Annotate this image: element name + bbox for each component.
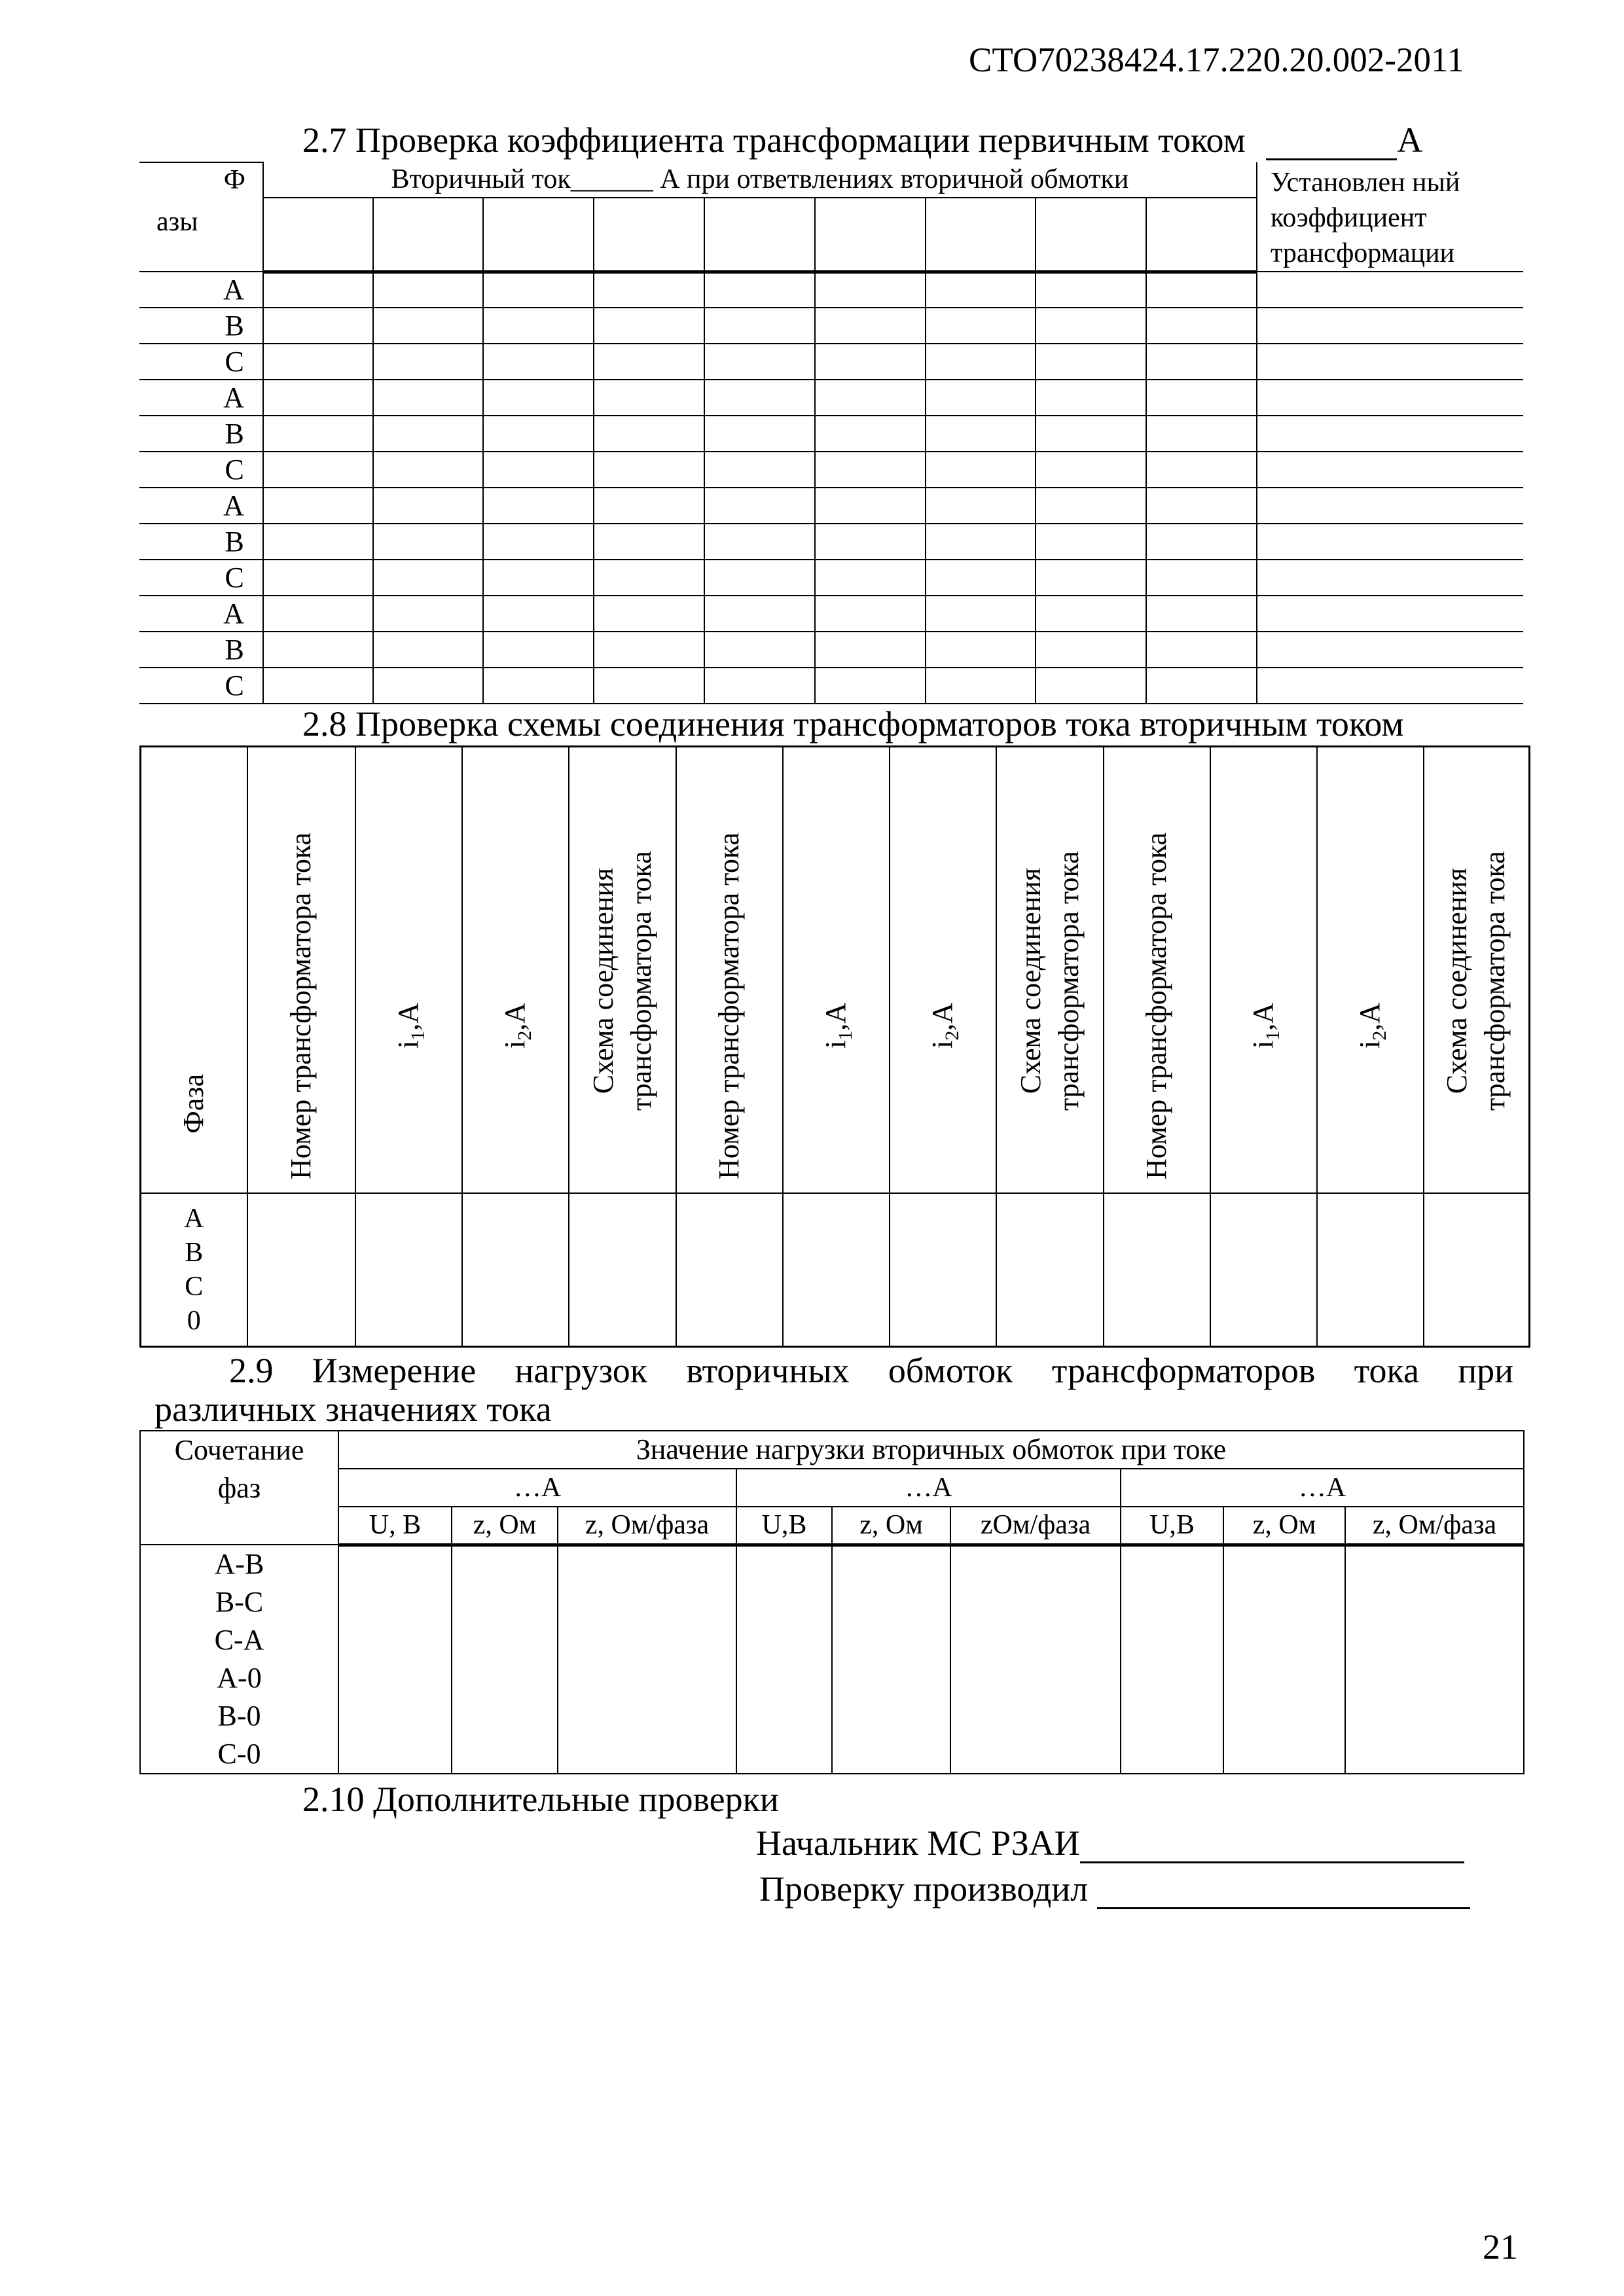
empty-cell: [263, 344, 373, 380]
phase-cell: С: [139, 452, 263, 488]
ratio-table-row: [139, 524, 1523, 560]
combo-header: [140, 1431, 338, 1545]
empty-cell: [483, 560, 594, 596]
phase-cell: С: [139, 560, 263, 596]
empty-cell: [594, 524, 704, 560]
ratio-table-row: [139, 308, 1523, 344]
empty-cell: [926, 272, 1036, 308]
empty-cell: [926, 380, 1036, 416]
empty-cell: [1146, 488, 1257, 524]
empty-cell: [926, 452, 1036, 488]
empty-cell: [1036, 560, 1146, 596]
combo-value: С-0: [217, 1738, 261, 1770]
empty-cell: [1146, 344, 1257, 380]
empty-cell: [558, 1545, 736, 1774]
empty-cell: [462, 1193, 569, 1346]
empty-cell: [1345, 1545, 1524, 1774]
empty-cell: [263, 416, 373, 452]
empty-cell: [704, 452, 815, 488]
empty-cell: [890, 1193, 996, 1346]
empty-cell: [263, 380, 373, 416]
empty-cell: [815, 308, 926, 344]
scheme-header-line2: трансформатора тока: [1479, 851, 1511, 1111]
empty-cell: [263, 560, 373, 596]
empty-cell: [926, 632, 1036, 668]
empty-cell: [594, 488, 704, 524]
tester-signature-line: [759, 1869, 1470, 1909]
empty-cell: [1146, 308, 1257, 344]
empty-cell: [1036, 272, 1146, 308]
empty-cell: [1146, 668, 1257, 704]
empty-cell: [950, 1545, 1121, 1774]
empty-cell: [736, 1545, 832, 1774]
scheme-header: [1424, 747, 1530, 1194]
section-2-7-title: [302, 120, 1422, 160]
tap-header-cell: [483, 198, 594, 272]
sub-header-z: z, Ом: [452, 1507, 558, 1545]
sub-header-u: U, В: [338, 1507, 452, 1545]
phase-header-top: Ф: [223, 165, 245, 195]
empty-cell: [1223, 1545, 1345, 1774]
ratio-table-row: [139, 272, 1523, 308]
empty-cell: [1257, 272, 1523, 308]
load-value-header: Значение нагрузки вторичных обмоток при токе: [338, 1431, 1524, 1469]
empty-cell: [815, 272, 926, 308]
phase-value: С: [185, 1271, 204, 1302]
empty-cell: [263, 524, 373, 560]
empty-cell: [569, 1193, 676, 1346]
empty-cell: [1257, 380, 1523, 416]
chief-label: Начальник МС РЗАИ: [756, 1823, 1080, 1863]
tester-label: Проверку производил: [759, 1869, 1089, 1909]
empty-cell: [1257, 344, 1523, 380]
empty-cell: [1257, 416, 1523, 452]
combo-header-text: Сочетание фаз: [174, 1434, 304, 1504]
section-2-7-unit: А: [1397, 120, 1423, 160]
empty-cell: [1424, 1193, 1530, 1346]
tt-number-header: [676, 747, 783, 1194]
empty-cell: [373, 632, 484, 668]
empty-cell: [263, 596, 373, 632]
combo-list-cell: [140, 1545, 338, 1774]
empty-cell: [594, 560, 704, 596]
empty-cell: [594, 380, 704, 416]
empty-cell: [1036, 488, 1146, 524]
combo-value: В-С: [215, 1586, 264, 1618]
empty-cell: [483, 452, 594, 488]
empty-cell: [483, 488, 594, 524]
empty-cell: [926, 488, 1036, 524]
empty-cell: [594, 452, 704, 488]
empty-cell: [815, 524, 926, 560]
phase-header-cell: [139, 162, 263, 272]
empty-cell: [1257, 488, 1523, 524]
empty-cell: [926, 596, 1036, 632]
sub-header-z-phase: z, Ом/фаза: [1345, 1507, 1524, 1545]
empty-cell: [1146, 632, 1257, 668]
ratio-table-body: [139, 272, 1523, 704]
phase-cell: В: [139, 416, 263, 452]
section-2-7-title-text: 2.7 Проверка коэффициента трансформации первичным током: [302, 120, 1246, 160]
empty-cell: [704, 308, 815, 344]
tt-number-header-text: Номер трансформатора тока: [713, 832, 745, 1179]
empty-cell: [373, 524, 484, 560]
empty-cell: [263, 488, 373, 524]
empty-cell: [815, 632, 926, 668]
phase-cell: А: [139, 380, 263, 416]
current-header: …А: [1121, 1469, 1524, 1507]
i1-header-text: $i_1,A$: [1247, 1002, 1284, 1049]
empty-cell: [1257, 632, 1523, 668]
ratio-table-row: [139, 596, 1523, 632]
i2-header-text: $i_2,A$: [926, 1002, 963, 1049]
tap-header-cell: [1036, 198, 1146, 272]
tap-header-cell: [704, 198, 815, 272]
empty-cell: [676, 1193, 783, 1346]
empty-cell: [815, 560, 926, 596]
tester-signature-blank: [1097, 1876, 1470, 1909]
empty-cell: [1146, 416, 1257, 452]
empty-cell: [373, 668, 484, 704]
empty-cell: [1257, 596, 1523, 632]
phase-cell: В: [139, 632, 263, 668]
phase-cell: С: [139, 668, 263, 704]
empty-cell: [704, 632, 815, 668]
empty-cell: [815, 596, 926, 632]
i1-header: [355, 747, 462, 1194]
empty-cell: [704, 596, 815, 632]
sub-header-z-phase: zОм/фаза: [950, 1507, 1121, 1545]
tap-header-cell: [926, 198, 1036, 272]
empty-cell: [1121, 1545, 1223, 1774]
phase-value: В: [185, 1237, 204, 1268]
empty-cell: [1257, 560, 1523, 596]
empty-cell: [1036, 308, 1146, 344]
empty-cell: [1146, 560, 1257, 596]
sub-header-u: U,В: [736, 1507, 832, 1545]
tap-header-cell: [815, 198, 926, 272]
tap-header-cell: [373, 198, 484, 272]
empty-cell: [594, 416, 704, 452]
ratio-table-row: [139, 416, 1523, 452]
empty-cell: [704, 344, 815, 380]
phase-cell: В: [139, 308, 263, 344]
i1-header: [783, 747, 890, 1194]
tt-number-header: [247, 747, 355, 1194]
empty-cell: [783, 1193, 890, 1346]
empty-cell: [704, 560, 815, 596]
combo-value: А-В: [214, 1548, 264, 1580]
empty-cell: [247, 1193, 355, 1346]
empty-cell: [704, 380, 815, 416]
empty-cell: [373, 380, 484, 416]
empty-cell: [1036, 416, 1146, 452]
empty-cell: [355, 1193, 462, 1346]
empty-cell: [594, 344, 704, 380]
sub-header-u: U,В: [1121, 1507, 1223, 1545]
scheme-header-line1: Схема соединения: [1441, 868, 1473, 1094]
phase-header-bottom: азы: [156, 207, 198, 237]
empty-cell: [594, 272, 704, 308]
phase-cell: А: [139, 488, 263, 524]
scheme-header: [569, 747, 676, 1194]
load-measurement-table: [139, 1430, 1525, 1774]
tt-number-header-text: Номер трансформатора тока: [285, 832, 317, 1179]
ratio-check-table: [139, 162, 1523, 704]
empty-cell: [704, 668, 815, 704]
i1-header-text: $i_1,A$: [392, 1002, 429, 1049]
current-blank-line: [1266, 127, 1397, 160]
empty-cell: [1036, 452, 1146, 488]
scheme-header-line1: Схема соединения: [586, 868, 619, 1094]
empty-cell: [373, 308, 484, 344]
secondary-current-header: Вторичный ток______ А при ответвлениях вторичной обмотки: [263, 162, 1257, 198]
section-2-9-title-line1: 2.9 Измерение нагрузок вторичных обмоток трансформаторов тока при: [229, 1351, 1513, 1390]
tap-header-cell: [594, 198, 704, 272]
empty-cell: [704, 416, 815, 452]
empty-cell: [926, 308, 1036, 344]
empty-cell: [1317, 1193, 1424, 1346]
empty-cell: [815, 380, 926, 416]
empty-cell: [373, 560, 484, 596]
scheme-header-line2: трансформатора тока: [1052, 851, 1085, 1111]
empty-cell: [1146, 524, 1257, 560]
empty-cell: [483, 416, 594, 452]
sub-header-z: z, Ом: [832, 1507, 950, 1545]
empty-cell: [1257, 308, 1523, 344]
ratio-table-row: [139, 380, 1523, 416]
scheme-header: [996, 747, 1104, 1194]
empty-cell: [373, 344, 484, 380]
empty-cell: [594, 308, 704, 344]
empty-cell: [1146, 452, 1257, 488]
section-2-10-title: 2.10 Дополнительные проверки: [302, 1780, 779, 1819]
i2-header: [890, 747, 996, 1194]
scheme-header-text: [1438, 851, 1514, 1111]
empty-cell: [483, 344, 594, 380]
sub-header-z-phase: z, Ом/фаза: [558, 1507, 736, 1545]
i2-header: [1317, 747, 1424, 1194]
empty-cell: [1036, 344, 1146, 380]
ratio-table-row: [139, 668, 1523, 704]
empty-cell: [815, 488, 926, 524]
phase-list-cell: [141, 1193, 247, 1346]
empty-cell: [483, 272, 594, 308]
phase-cell: В: [139, 524, 263, 560]
combo-value: В-0: [217, 1700, 261, 1732]
empty-cell: [815, 344, 926, 380]
empty-cell: [996, 1193, 1104, 1346]
page-number: 21: [1483, 2227, 1518, 2267]
empty-cell: [263, 632, 373, 668]
ratio-table-row: [139, 452, 1523, 488]
empty-cell: [594, 668, 704, 704]
empty-cell: [483, 596, 594, 632]
phase-header: [141, 747, 247, 1194]
i1-header-text: $i_1,A$: [820, 1002, 856, 1049]
empty-cell: [263, 668, 373, 704]
document-code: СТО70238424.17.220.20.002-2011: [969, 41, 1464, 79]
empty-cell: [926, 524, 1036, 560]
empty-cell: [452, 1545, 558, 1774]
chief-signature-line: [756, 1823, 1464, 1863]
section-2-8-title: 2.8 Проверка схемы соединения трансформаторов тока вторичным током: [302, 704, 1404, 744]
scheme-header-line2: трансформатора тока: [624, 851, 657, 1111]
phase-cell: А: [139, 272, 263, 308]
ratio-table-row: [139, 632, 1523, 668]
empty-cell: [483, 668, 594, 704]
empty-cell: [926, 416, 1036, 452]
empty-cell: [1257, 668, 1523, 704]
empty-cell: [263, 452, 373, 488]
empty-cell: [594, 632, 704, 668]
empty-cell: [704, 524, 815, 560]
i2-header: [462, 747, 569, 1194]
empty-cell: [373, 452, 484, 488]
i1-header: [1210, 747, 1317, 1194]
scheme-check-table: [139, 745, 1530, 1348]
ratio-table-row: [139, 560, 1523, 596]
scheme-header-text: [1012, 851, 1088, 1111]
empty-cell: [704, 488, 815, 524]
empty-cell: [926, 560, 1036, 596]
empty-cell: [1257, 452, 1523, 488]
empty-cell: [832, 1545, 950, 1774]
empty-cell: [373, 596, 484, 632]
empty-cell: [373, 272, 484, 308]
empty-cell: [338, 1545, 452, 1774]
tt-number-header: [1104, 747, 1210, 1194]
tap-header-cell: [263, 198, 373, 272]
empty-cell: [373, 416, 484, 452]
empty-cell: [373, 488, 484, 524]
empty-cell: [815, 416, 926, 452]
empty-cell: [815, 452, 926, 488]
phase-value: 0: [187, 1305, 201, 1336]
empty-cell: [1146, 272, 1257, 308]
empty-cell: [594, 596, 704, 632]
empty-cell: [1036, 668, 1146, 704]
empty-cell: [483, 524, 594, 560]
empty-cell: [263, 272, 373, 308]
ratio-header: Установлен ный коэффициент трансформации: [1257, 162, 1523, 272]
empty-cell: [926, 344, 1036, 380]
sub-header-z: z, Ом: [1223, 1507, 1345, 1545]
empty-cell: [815, 668, 926, 704]
empty-cell: [1104, 1193, 1210, 1346]
combo-value: А-0: [217, 1662, 262, 1694]
empty-cell: [1146, 380, 1257, 416]
empty-cell: [1036, 380, 1146, 416]
scheme-header-text: [585, 851, 660, 1111]
empty-cell: [483, 632, 594, 668]
ratio-table-row: [139, 344, 1523, 380]
empty-cell: [1036, 596, 1146, 632]
section-2-9-title-line2: различных значениях тока: [154, 1390, 552, 1429]
phase-header-text: Фаза: [177, 1073, 210, 1134]
ratio-table-row: [139, 488, 1523, 524]
scheme-header-line1: Схема соединения: [1014, 868, 1047, 1094]
empty-cell: [1036, 524, 1146, 560]
empty-cell: [704, 272, 815, 308]
phase-cell: А: [139, 596, 263, 632]
phase-value: А: [184, 1203, 204, 1234]
current-header: …А: [736, 1469, 1121, 1507]
empty-cell: [1257, 524, 1523, 560]
current-header: …А: [338, 1469, 736, 1507]
empty-cell: [1210, 1193, 1317, 1346]
empty-cell: [1146, 596, 1257, 632]
empty-cell: [926, 668, 1036, 704]
empty-cell: [1036, 632, 1146, 668]
chief-signature-blank: [1080, 1830, 1464, 1863]
phase-cell: С: [139, 344, 263, 380]
combo-value: С-А: [214, 1624, 264, 1656]
i2-header-text: $i_2,A$: [499, 1002, 535, 1049]
i2-header-text: $i_2,A$: [1354, 1002, 1390, 1049]
empty-cell: [263, 308, 373, 344]
tap-header-cell: [1146, 198, 1257, 272]
tt-number-header-text: Номер трансформатора тока: [1140, 832, 1172, 1179]
empty-cell: [483, 380, 594, 416]
empty-cell: [483, 308, 594, 344]
